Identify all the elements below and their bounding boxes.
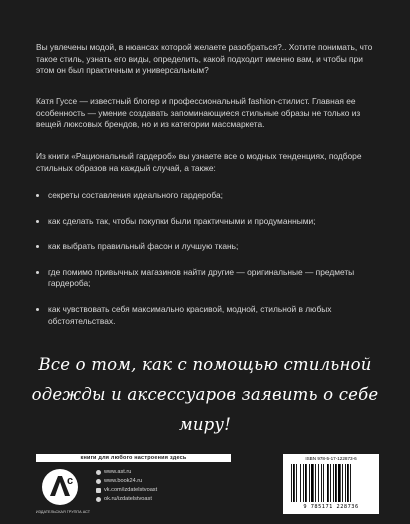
list-item-text: где помимо привычных магазинов найти другие — оригинальные — предметы гардероба; bbox=[48, 266, 355, 289]
list-item-text: как сделать так, чтобы покупки были практичными и продуманными; bbox=[48, 215, 316, 226]
bullet-icon bbox=[36, 267, 48, 290]
isbn: ISBN 978-5-17-122873-6 bbox=[305, 456, 357, 461]
barcode bbox=[283, 454, 379, 514]
intro-paragraph-1: Вы увлечены модой, в нюансах которой желаете разобраться?.. Хотите понимать, что такое стиль, узнать его виды, определить, какой подходит именно вам, и чтобы при этом он был практичным и универсальным? bbox=[36, 42, 373, 76]
list-item-text: как чувствовать себя максимально красивой, модной, стильной в любых обстоятельствах. bbox=[48, 303, 332, 326]
publisher-links bbox=[96, 468, 157, 504]
bullet-icon bbox=[36, 241, 48, 253]
globe-icon bbox=[96, 470, 101, 475]
list-item-text: как выбрать правильный фасон и лучшую ткань; bbox=[48, 241, 239, 252]
link-ok[interactable]: ok.ru/izdatelstvoast bbox=[104, 496, 152, 502]
script-quote: Все о том, как с помощью стильной одежды и аксессуаров заявить о себе миру! bbox=[31, 355, 379, 434]
publisher-tagline: книги для любого настроения здесь bbox=[36, 454, 231, 462]
bullet-icon bbox=[36, 304, 48, 327]
list-item bbox=[36, 190, 376, 202]
list-item bbox=[36, 216, 376, 228]
intro-paragraph-2: Катя Гуссе — известный блогер и профессиональный fashion-стилист. Главная ее особенность — умение создавать запоминающиеся стильные образы не только из вещей люксовых брендов, но и из категории массмаркета. bbox=[36, 96, 361, 130]
logo-caption: ИЗДАТЕЛЬСКАЯ ГРУППА АСТ bbox=[35, 510, 91, 514]
list-item-text: секреты составления идеального гардероба; bbox=[48, 190, 223, 200]
svg-text:T: T bbox=[71, 486, 78, 497]
svg-text:c: c bbox=[67, 475, 74, 487]
link-ast[interactable]: www.ast.ru bbox=[104, 469, 132, 475]
ok-icon bbox=[96, 497, 101, 502]
benefits-list bbox=[36, 190, 376, 341]
vk-icon bbox=[96, 488, 101, 493]
intro-paragraph-3: Из книги «Рациональный гардероб» вы узнаете все о модных тенденциях, подборе стильных образов на каждый случай, а также: bbox=[36, 151, 362, 173]
globe-icon bbox=[96, 479, 101, 484]
link-book24[interactable]: www.book24.ru bbox=[104, 478, 143, 484]
barcode-bars bbox=[291, 464, 371, 502]
publisher-logo bbox=[40, 466, 84, 508]
list-item bbox=[36, 241, 376, 253]
list-item bbox=[36, 267, 376, 290]
list-item bbox=[36, 304, 376, 327]
barcode-number: 9 785171 228736 bbox=[303, 504, 359, 510]
bullet-icon bbox=[36, 216, 48, 228]
bullet-icon bbox=[36, 190, 48, 202]
link-vk[interactable]: vk.com/izdatelstvoast bbox=[104, 487, 158, 493]
